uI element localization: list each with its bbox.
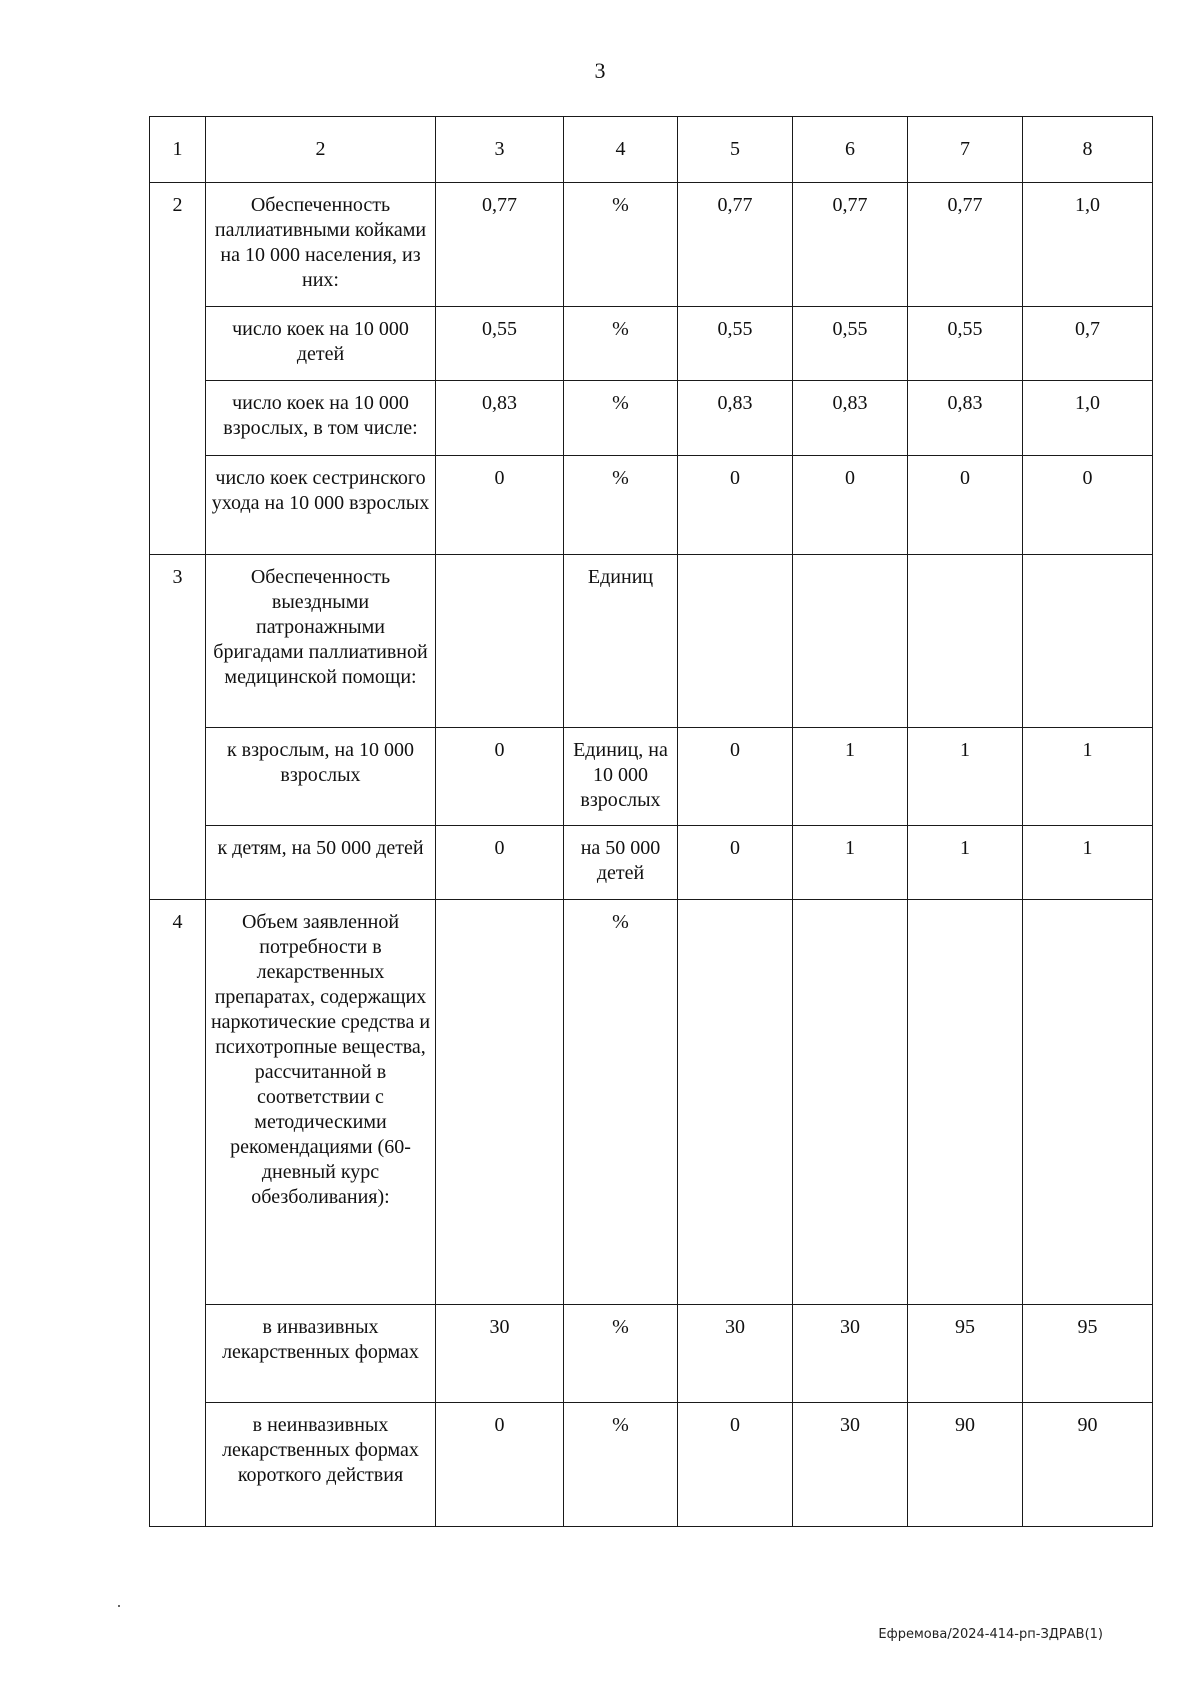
- indicator-name-cell: в неинвазивных лекарственных формах короткого действия: [206, 1403, 436, 1527]
- document-registration-code: Ефремова/2024-414-рп-ЗДРАВ(1): [878, 1627, 1103, 1642]
- value-cell: 1: [908, 826, 1023, 900]
- value-cell: 0,83: [436, 381, 564, 456]
- value-cell: 0,83: [908, 381, 1023, 456]
- value-cell: 1: [1023, 826, 1153, 900]
- row-number-cell: 3: [150, 555, 206, 900]
- table-row: [150, 1403, 1153, 1527]
- value-cell: 1,0: [1023, 381, 1153, 456]
- column-number-cell: 2: [206, 117, 436, 183]
- value-cell: [436, 900, 564, 1305]
- unit-cell: %: [564, 900, 678, 1305]
- column-number-cell: 4: [564, 117, 678, 183]
- value-cell: 30: [436, 1305, 564, 1403]
- value-cell: 0,55: [436, 307, 564, 381]
- value-cell: 90: [908, 1403, 1023, 1527]
- value-cell: [678, 555, 793, 728]
- value-cell: 0,77: [793, 183, 908, 307]
- value-cell: 0,83: [793, 381, 908, 456]
- unit-cell: %: [564, 307, 678, 381]
- value-cell: 0,77: [908, 183, 1023, 307]
- value-cell: 0: [436, 728, 564, 826]
- indicator-name-cell: Обеспеченность паллиативными койками на 10 000 населения, из них:: [206, 183, 436, 307]
- value-cell: 0: [678, 728, 793, 826]
- unit-cell: %: [564, 456, 678, 555]
- table-row: [150, 900, 1153, 1305]
- value-cell: 95: [908, 1305, 1023, 1403]
- indicator-name-cell: к взрослым, на 10 000 взрослых: [206, 728, 436, 826]
- unit-cell: на 50 000 детей: [564, 826, 678, 900]
- unit-cell: %: [564, 1305, 678, 1403]
- value-cell: 1: [1023, 728, 1153, 826]
- row-number-cell: 4: [150, 900, 206, 1527]
- value-cell: 0: [678, 1403, 793, 1527]
- indicator-name-cell: к детям, на 50 000 детей: [206, 826, 436, 900]
- indicator-name-cell: Объем заявленной потребности в лекарственных препаратах, содержащих наркотические средства и психотропные вещества, рассчитанной в соответствии с методическими рекомендациями (60-дневный курс обезболивания):: [206, 900, 436, 1305]
- value-cell: 90: [1023, 1403, 1153, 1527]
- unit-cell: %: [564, 381, 678, 456]
- value-cell: 0: [436, 456, 564, 555]
- value-cell: [908, 900, 1023, 1305]
- unit-cell: Единиц: [564, 555, 678, 728]
- column-number-cell: 6: [793, 117, 908, 183]
- indicator-name-cell: Обеспеченность выездными патронажными бригадами паллиативной медицинской помощи:: [206, 555, 436, 728]
- table-row: [150, 555, 1153, 728]
- value-cell: 0: [908, 456, 1023, 555]
- indicator-name-cell: число коек на 10 000 взрослых, в том числе:: [206, 381, 436, 456]
- value-cell: [793, 900, 908, 1305]
- column-number-row: [150, 117, 1153, 183]
- table-row: [150, 728, 1153, 826]
- value-cell: [908, 555, 1023, 728]
- value-cell: 0: [436, 826, 564, 900]
- unit-cell: %: [564, 1403, 678, 1527]
- column-number-cell: 3: [436, 117, 564, 183]
- indicator-name-cell: число коек на 10 000 детей: [206, 307, 436, 381]
- unit-cell: %: [564, 183, 678, 307]
- indicator-name-cell: в инвазивных лекарственных формах: [206, 1305, 436, 1403]
- value-cell: 1: [793, 826, 908, 900]
- value-cell: 0,77: [678, 183, 793, 307]
- table-row: [150, 183, 1153, 307]
- table-row: [150, 456, 1153, 555]
- value-cell: 0: [678, 826, 793, 900]
- row-number-cell: 2: [150, 183, 206, 555]
- table-row: [150, 1305, 1153, 1403]
- value-cell: 0: [793, 456, 908, 555]
- unit-cell: Единиц, на 10 000 взрослых: [564, 728, 678, 826]
- scan-speck: [118, 1605, 120, 1607]
- value-cell: [678, 900, 793, 1305]
- value-cell: 0,55: [908, 307, 1023, 381]
- value-cell: 30: [793, 1403, 908, 1527]
- value-cell: [1023, 555, 1153, 728]
- value-cell: 1,0: [1023, 183, 1153, 307]
- value-cell: 0,83: [678, 381, 793, 456]
- value-cell: 0,55: [793, 307, 908, 381]
- table-row: [150, 826, 1153, 900]
- value-cell: 0: [678, 456, 793, 555]
- table-row: [150, 307, 1153, 381]
- value-cell: 0,77: [436, 183, 564, 307]
- value-cell: 0,55: [678, 307, 793, 381]
- value-cell: [793, 555, 908, 728]
- column-number-cell: 7: [908, 117, 1023, 183]
- value-cell: 30: [678, 1305, 793, 1403]
- value-cell: 0: [1023, 456, 1153, 555]
- table-row: [150, 381, 1153, 456]
- indicator-name-cell: число коек сестринского ухода на 10 000 взрослых: [206, 456, 436, 555]
- column-number-cell: 8: [1023, 117, 1153, 183]
- value-cell: 0,7: [1023, 307, 1153, 381]
- page-number: 3: [594, 58, 606, 83]
- value-cell: 1: [793, 728, 908, 826]
- value-cell: 1: [908, 728, 1023, 826]
- value-cell: 95: [1023, 1305, 1153, 1403]
- value-cell: 30: [793, 1305, 908, 1403]
- indicators-table: [149, 116, 1153, 1527]
- column-number-cell: 5: [678, 117, 793, 183]
- value-cell: 0: [436, 1403, 564, 1527]
- column-number-cell: 1: [150, 117, 206, 183]
- value-cell: [436, 555, 564, 728]
- value-cell: [1023, 900, 1153, 1305]
